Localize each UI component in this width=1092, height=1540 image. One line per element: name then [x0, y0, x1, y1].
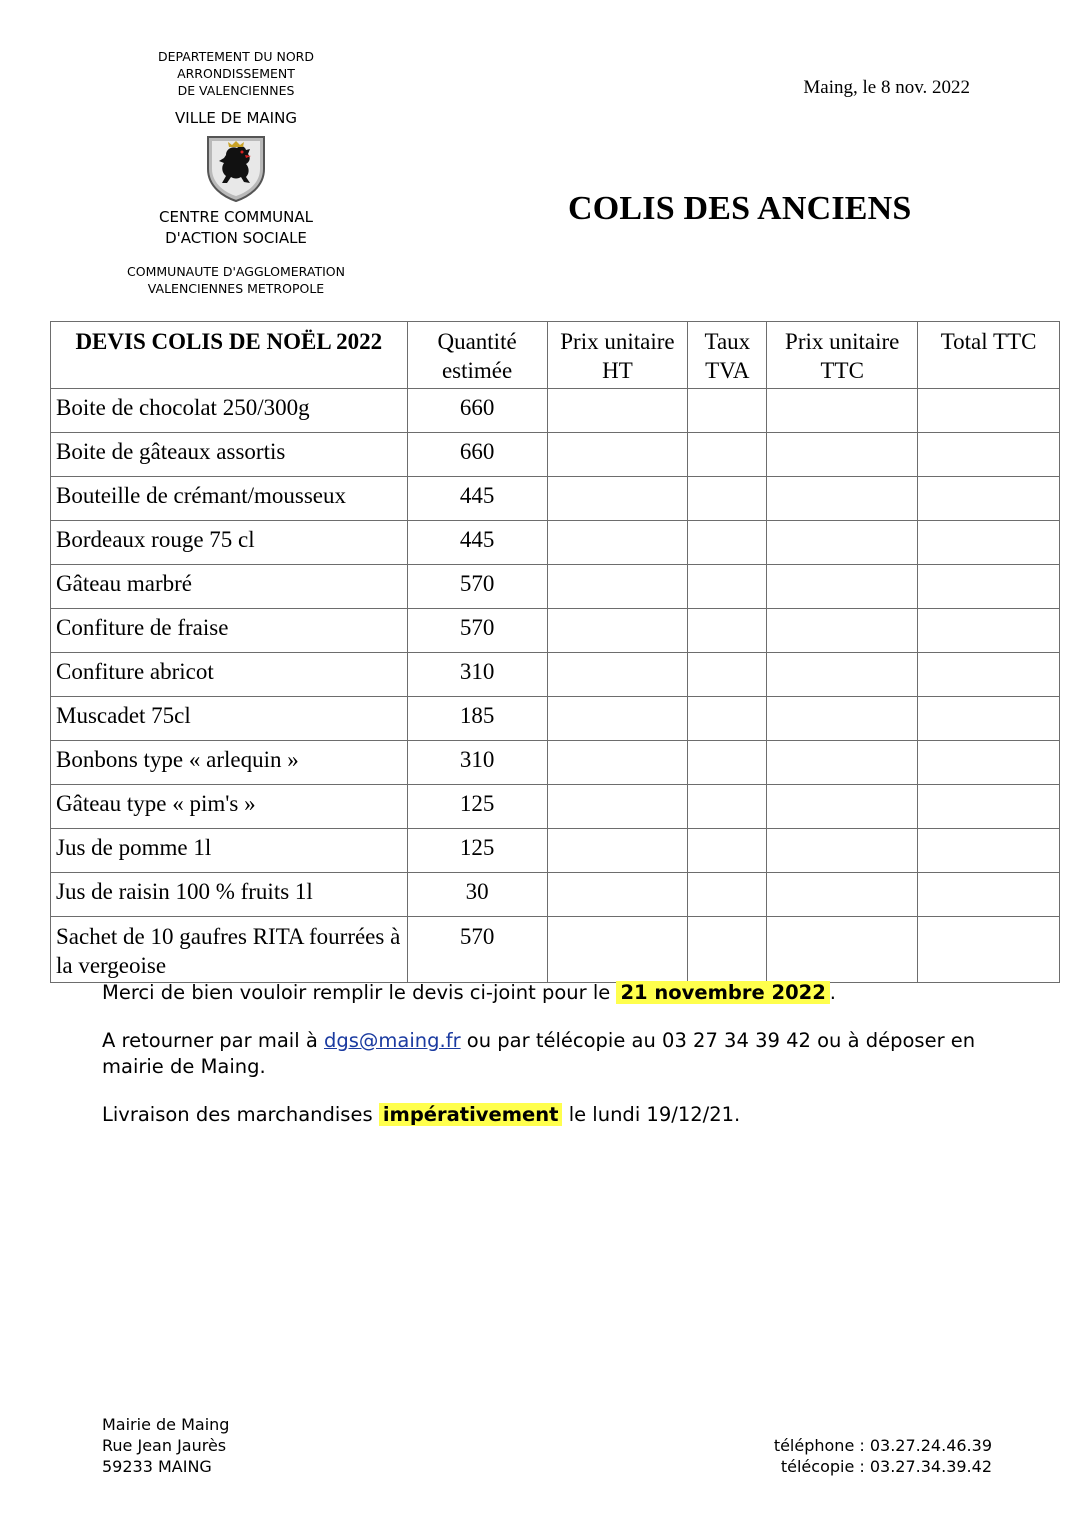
vat-rate-cell[interactable] — [688, 609, 767, 653]
address-city: 59233 MAING — [102, 1457, 212, 1476]
item-name: Gâteau marbré — [51, 565, 408, 609]
unit-price-ht-cell[interactable] — [547, 873, 688, 917]
letterhead — [120, 48, 352, 297]
item-name: Jus de raisin 100 % fruits 1l — [51, 873, 408, 917]
delivery-paragraph — [102, 1102, 1002, 1128]
item-name: Boite de chocolat 250/300g — [51, 389, 408, 433]
total-ttc-cell[interactable] — [918, 477, 1060, 521]
document-date: Maing, le 8 nov. 2022 — [803, 77, 970, 98]
item-quantity: 30 — [407, 873, 547, 917]
unit-price-ht-cell[interactable] — [547, 433, 688, 477]
unit-price-ttc-cell[interactable] — [767, 521, 918, 565]
item-quantity: 185 — [407, 697, 547, 741]
agglo-line2: VALENCIENNES METROPOLE — [147, 281, 325, 296]
unit-price-ht-cell[interactable] — [547, 389, 688, 433]
item-name: Jus de pomme 1l — [51, 829, 408, 873]
unit-price-ttc-cell[interactable] — [767, 873, 918, 917]
column-header-vat-rate: Taux TVA — [688, 322, 767, 389]
item-quantity: 660 — [407, 389, 547, 433]
item-quantity: 570 — [407, 917, 547, 983]
column-header-total-ttc: Total TTC — [918, 322, 1060, 389]
total-ttc-cell[interactable] — [918, 785, 1060, 829]
unit-price-ht-cell[interactable] — [547, 477, 688, 521]
delivery-emphasis: impérativement — [379, 1103, 563, 1126]
document-title: COLIS DES ANCIENS — [568, 190, 912, 227]
vat-rate-cell[interactable] — [688, 433, 767, 477]
total-ttc-cell[interactable] — [918, 565, 1060, 609]
departement-text: DEPARTEMENT DU NORD — [157, 49, 314, 64]
item-name: Bordeaux rouge 75 cl — [51, 521, 408, 565]
deadline-suffix: . — [829, 981, 836, 1004]
instructions — [102, 980, 1002, 1150]
table-row — [51, 477, 1060, 521]
unit-price-ttc-cell[interactable] — [767, 433, 918, 477]
unit-price-ttc-cell[interactable] — [767, 829, 918, 873]
item-quantity: 445 — [407, 477, 547, 521]
email-link[interactable]: dgs@maing.fr — [323, 1029, 461, 1052]
vat-rate-cell[interactable] — [688, 917, 767, 983]
item-name: Boite de gâteaux assortis — [51, 433, 408, 477]
vat-rate-cell[interactable] — [688, 785, 767, 829]
unit-price-ht-cell[interactable] — [547, 653, 688, 697]
vat-rate-cell[interactable] — [688, 521, 767, 565]
unit-price-ttc-cell[interactable] — [767, 609, 918, 653]
item-name: Confiture de fraise — [51, 609, 408, 653]
address-street: Rue Jean Jaurès — [102, 1436, 227, 1455]
agglo-line1: COMMUNAUTE D'AGGLOMERATION — [127, 264, 345, 279]
total-ttc-cell[interactable] — [918, 433, 1060, 477]
return-suffix: ou par télécopie au 03 27 34 39 42 ou à déposer en mairie de Maing. — [102, 1029, 976, 1078]
telecopie-text: télécopie : 03.27.34.39.42 — [780, 1457, 992, 1476]
total-ttc-cell[interactable] — [918, 873, 1060, 917]
unit-price-ht-cell[interactable] — [547, 741, 688, 785]
deadline-paragraph — [102, 980, 1002, 1006]
unit-price-ht-cell[interactable] — [547, 829, 688, 873]
vat-rate-cell[interactable] — [688, 477, 767, 521]
table-row — [51, 565, 1060, 609]
return-paragraph — [102, 1028, 1002, 1080]
column-header-quantity: Quantité estimée — [407, 322, 547, 389]
item-name: Confiture abricot — [51, 653, 408, 697]
unit-price-ttc-cell[interactable] — [767, 389, 918, 433]
total-ttc-cell[interactable] — [918, 521, 1060, 565]
total-ttc-cell[interactable] — [918, 653, 1060, 697]
table-header-row — [51, 322, 1060, 389]
unit-price-ht-cell[interactable] — [547, 785, 688, 829]
table-row — [51, 829, 1060, 873]
lion-coat-of-arms-icon — [204, 133, 268, 203]
unit-price-ht-cell[interactable] — [547, 521, 688, 565]
column-header-unit-price-ttc: Prix unitaire TTC — [767, 322, 918, 389]
vat-rate-cell[interactable] — [688, 829, 767, 873]
vat-rate-cell[interactable] — [688, 389, 767, 433]
quote-table — [50, 321, 1060, 983]
table-row — [51, 873, 1060, 917]
column-header-item: DEVIS COLIS DE NOËL 2022 — [51, 322, 408, 389]
unit-price-ht-cell[interactable] — [547, 697, 688, 741]
unit-price-ttc-cell[interactable] — [767, 917, 918, 983]
footer-contact — [774, 1435, 992, 1477]
valenciennes-text: DE VALENCIENNES — [177, 83, 295, 98]
unit-price-ttc-cell[interactable] — [767, 697, 918, 741]
unit-price-ttc-cell[interactable] — [767, 785, 918, 829]
item-quantity: 570 — [407, 609, 547, 653]
item-name: Bouteille de crémant/mousseux — [51, 477, 408, 521]
unit-price-ttc-cell[interactable] — [767, 653, 918, 697]
item-quantity: 445 — [407, 521, 547, 565]
table-row — [51, 521, 1060, 565]
footer-address — [102, 1414, 229, 1477]
item-quantity: 570 — [407, 565, 547, 609]
total-ttc-cell[interactable] — [918, 741, 1060, 785]
unit-price-ttc-cell[interactable] — [767, 741, 918, 785]
ville-text: VILLE DE MAING — [175, 109, 297, 127]
item-quantity: 660 — [407, 433, 547, 477]
total-ttc-cell[interactable] — [918, 389, 1060, 433]
deadline-prefix: Merci de bien vouloir remplir le devis ci-joint pour le — [102, 981, 611, 1004]
delivery-suffix: le lundi 19/12/21. — [568, 1103, 741, 1126]
item-name: Bonbons type « arlequin » — [51, 741, 408, 785]
table-row — [51, 741, 1060, 785]
item-name: Sachet de 10 gaufres RITA fourrées à la vergeoise — [51, 917, 408, 983]
unit-price-ht-cell[interactable] — [547, 917, 688, 983]
table-row — [51, 433, 1060, 477]
table-row — [51, 697, 1060, 741]
deadline-date: 21 novembre 2022 — [616, 981, 829, 1004]
table-row — [51, 653, 1060, 697]
total-ttc-cell[interactable] — [918, 917, 1060, 983]
item-quantity: 125 — [407, 829, 547, 873]
ccas-line1: CENTRE COMMUNAL — [159, 208, 313, 226]
item-name: Gâteau type « pim's » — [51, 785, 408, 829]
vat-rate-cell[interactable] — [688, 741, 767, 785]
item-quantity: 310 — [407, 741, 547, 785]
item-name: Muscadet 75cl — [51, 697, 408, 741]
unit-price-ttc-cell[interactable] — [767, 477, 918, 521]
table-row — [51, 389, 1060, 433]
table-row — [51, 609, 1060, 653]
delivery-prefix: Livraison des marchandises — [102, 1103, 373, 1126]
telephone-text: téléphone : 03.27.24.46.39 — [773, 1436, 992, 1455]
unit-price-ht-cell[interactable] — [547, 609, 688, 653]
vat-rate-cell[interactable] — [688, 565, 767, 609]
arrondissement-text: ARRONDISSEMENT — [177, 66, 295, 81]
address-name: Mairie de Maing — [102, 1415, 230, 1434]
total-ttc-cell[interactable] — [918, 609, 1060, 653]
column-header-unit-price-ht: Prix unitaire HT — [547, 322, 688, 389]
ccas-line2: D'ACTION SOCIALE — [165, 229, 307, 247]
unit-price-ht-cell[interactable] — [547, 565, 688, 609]
vat-rate-cell[interactable] — [688, 653, 767, 697]
table-row — [51, 785, 1060, 829]
return-prefix: A retourner par mail à — [102, 1029, 318, 1052]
vat-rate-cell[interactable] — [688, 873, 767, 917]
vat-rate-cell[interactable] — [688, 697, 767, 741]
unit-price-ttc-cell[interactable] — [767, 565, 918, 609]
total-ttc-cell[interactable] — [918, 829, 1060, 873]
table-row — [51, 917, 1060, 983]
total-ttc-cell[interactable] — [918, 697, 1060, 741]
item-quantity: 310 — [407, 653, 547, 697]
item-quantity: 125 — [407, 785, 547, 829]
